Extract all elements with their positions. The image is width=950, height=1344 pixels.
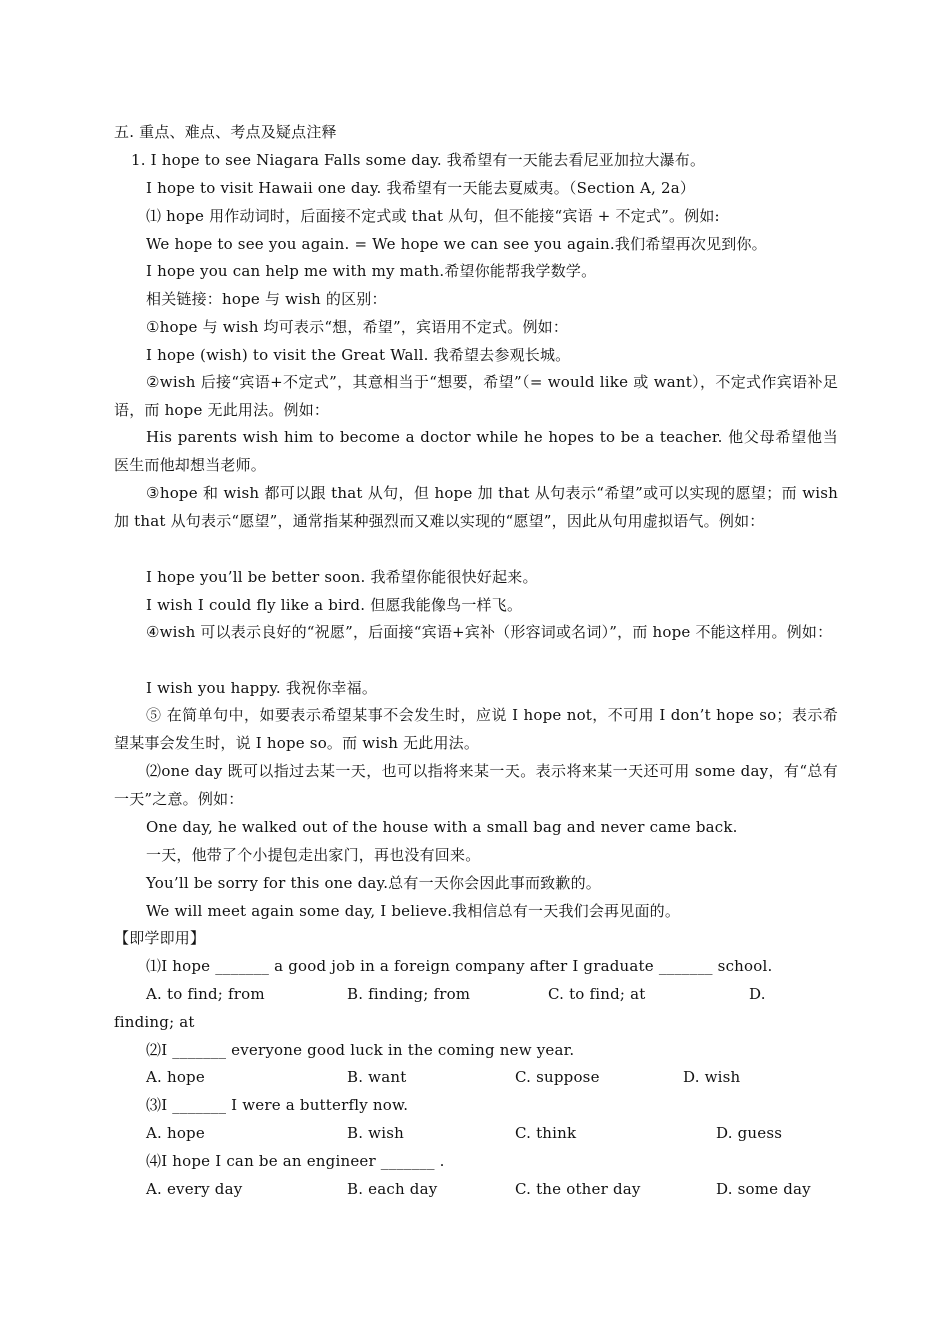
- option-a: A. hope: [146, 1124, 205, 1142]
- example-line: I hope you can help me with my math.希望你能帮我学数学。: [146, 262, 597, 280]
- question-1: ⑴I hope _______ a good job in a foreign company after I graduate _______ school.: [146, 957, 773, 975]
- practice-title: 【即学即用】: [114, 929, 206, 947]
- rule-hope: ⑴ hope 用作动词时，后面接不定式或 that 从句，但不能接“宾语 + 不定式”。例如:: [146, 207, 720, 225]
- question-2: ⑵I _______ everyone good luck in the coming new year.: [146, 1041, 575, 1059]
- difference-1: ①hope 与 wish 均可表示“想，希望”，宾语用不定式。例如：: [146, 318, 569, 336]
- example-line: We will meet again some day, I believe.我相信总有一天我们会再见面的。: [146, 902, 681, 920]
- example-line: I hope to visit Hawaii one day. 我希望有一天能去夏威夷。（Section A, 2a）: [146, 179, 696, 197]
- example-paragraph: His parents wish him to become a doctor while he hopes to be a teacher. 他父母希望他当医生而他却想当老师。: [114, 428, 838, 474]
- option-d: D. guess: [716, 1124, 783, 1142]
- option-b: B. each day: [347, 1180, 438, 1198]
- difference-5: ⑤ 在简单句中，如要表示希望某事不会发生时，应说 I hope not，不可用 I don’t hope so；表示希望某事会发生时，说 I hope so。而 wish 无此用法。: [114, 706, 838, 752]
- option-b: B. want: [347, 1068, 407, 1086]
- example-line: I wish I could fly like a bird. 但愿我能像鸟一样飞。: [146, 596, 523, 614]
- option-d-continued: finding; at: [114, 1013, 195, 1031]
- point-1-example: 1. I hope to see Niagara Falls some day. 我希望有一天能去看尼亚加拉大瀑布。: [131, 151, 706, 169]
- example-line: One day, he walked out of the house with a small bag and never came back.: [146, 818, 738, 836]
- option-a: A. every day: [146, 1180, 243, 1198]
- option-b: B. finding; from: [347, 985, 471, 1003]
- option-c: C. suppose: [515, 1068, 600, 1086]
- question-4: ⑷I hope I can be an engineer _______ .: [146, 1152, 445, 1170]
- section-heading: 五. 重点、难点、考点及疑点注释: [114, 123, 337, 141]
- example-line: I hope (wish) to visit the Great Wall. 我希望去参观长城。: [146, 346, 571, 364]
- related-link: 相关链接：hope 与 wish 的区别：: [146, 290, 387, 308]
- example-line: I wish you happy. 我祝你幸福。: [146, 679, 378, 697]
- example-translation: 一天，他带了个小提包走出家门，再也没有回来。: [146, 846, 481, 864]
- difference-3: ③hope 和 wish 都可以跟 that 从句，但 hope 加 that 从句表示“希望”或可以实现的愿望；而 wish 加 that 从句表示“愿望”，通常指某种强烈而又难以实现的“愿望”，因此从句用虚拟语气。例如：: [114, 484, 838, 530]
- difference-2: ②wish 后接“宾语+不定式”，其意相当于“想要，希望”（= would like 或 want），不定式作宾语补足语，而 hope 无此用法。例如：: [114, 373, 838, 419]
- option-d: D. some day: [716, 1180, 811, 1198]
- option-c: C. to find; at: [548, 985, 646, 1003]
- example-line: I hope you’ll be better soon. 我希望你能很快好起来。: [146, 568, 538, 586]
- option-a: A. to find; from: [146, 985, 265, 1003]
- rule-one-day: ⑵one day 既可以指过去某一天，也可以指将来某一天。表示将来某一天还可用 some day，有“总有一天”之意。例如：: [114, 762, 838, 808]
- example-line: We hope to see you again. = We hope we can see you again.我们希望再次见到你。: [146, 235, 767, 253]
- option-d: D. wish: [683, 1068, 741, 1086]
- option-a: A. hope: [146, 1068, 205, 1086]
- option-b: B. wish: [347, 1124, 404, 1142]
- difference-4: ④wish 可以表示良好的“祝愿”，后面接“宾语+宾补（形容词或名词）”，而 hope 不能这样用。例如：: [146, 623, 833, 641]
- option-d: D.: [749, 985, 766, 1003]
- question-3: ⑶I _______ I were a butterfly now.: [146, 1096, 409, 1114]
- option-c: C. the other day: [515, 1180, 641, 1198]
- option-c: C. think: [515, 1124, 577, 1142]
- example-line: You’ll be sorry for this one day.总有一天你会因此事而致歉的。: [146, 874, 601, 892]
